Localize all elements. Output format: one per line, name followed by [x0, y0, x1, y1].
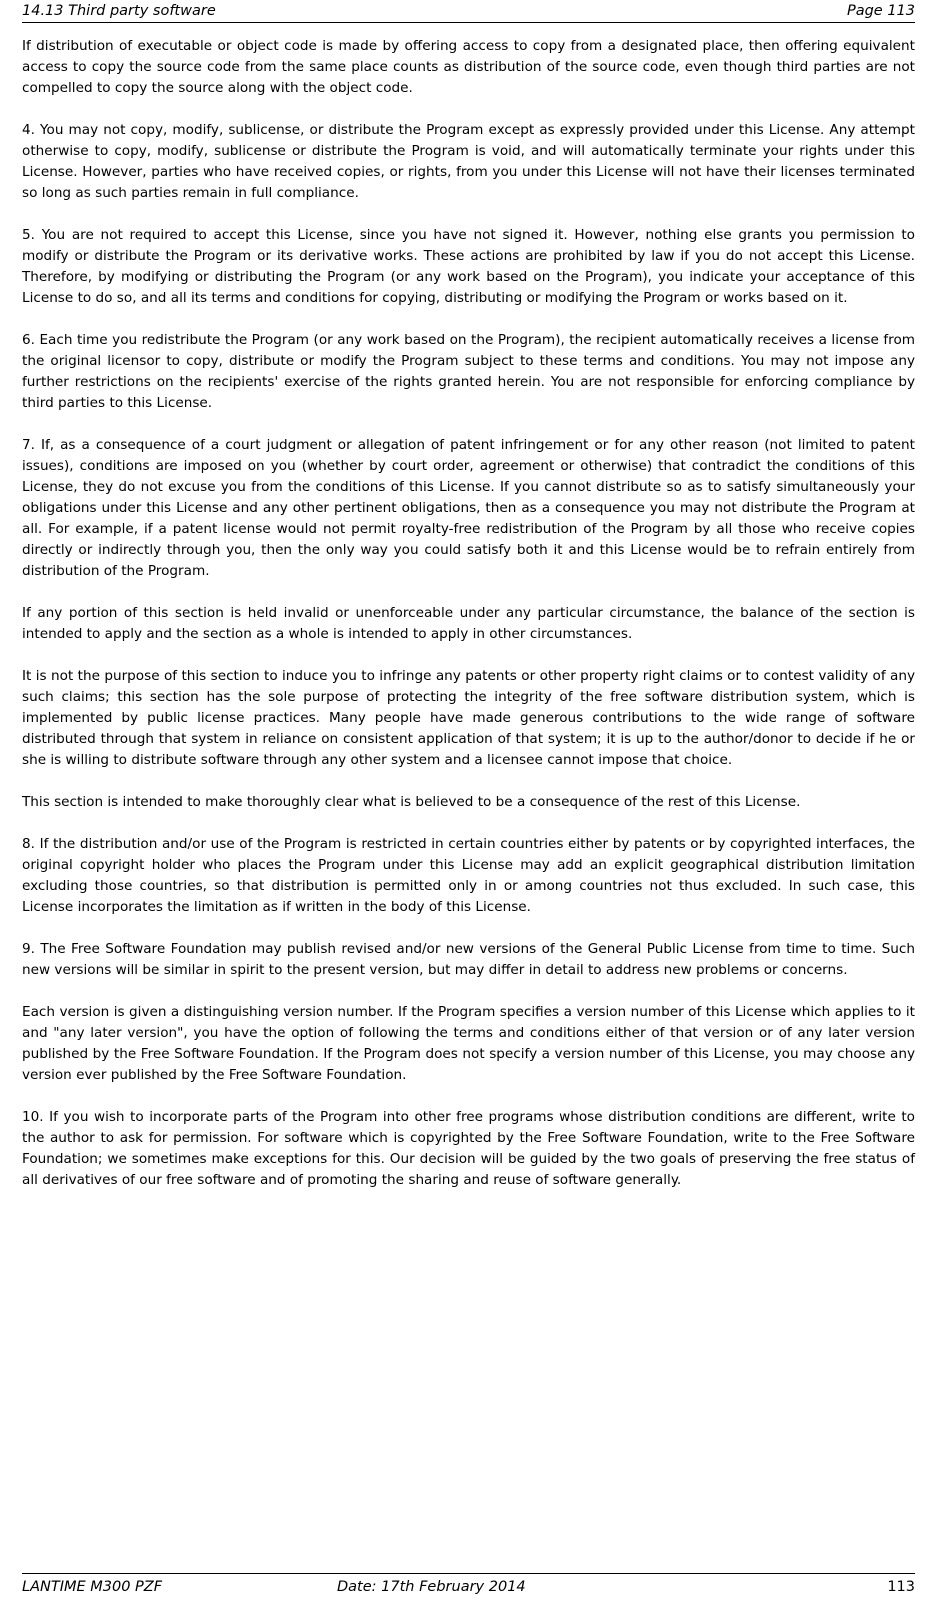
paragraph: 8. If the distribution and/or use of the Program is restricted in certain countries either by patents or by copyrighted interfaces, the original copyright holder who places the Program under this License may add an explicit geographical distribution limitation excluding those countries, so that distribution is permitted only in or among countries not thus excluded. In such case, this License incorporates the limitation as if written in the body of this License.: [22, 836, 915, 915]
paragraph: 4. You may not copy, modify, sublicense, or distribute the Program except as expressly provided under this License. Any attempt otherwise to copy, modify, sublicense or distribute the Program is void, and will automatically terminate your rights under this License. However, parties who have received copies, or rights, from you under this License will not have their licenses terminated so long as such parties remain in full compliance.: [22, 122, 915, 201]
paragraph: If distribution of executable or object code is made by offering access to copy from a designated place, then offering equivalent access to copy the source code from the same place counts as distribution of the source code, even though third parties are not compelled to copy the source along with the object code.: [22, 38, 915, 96]
section-title: 14.13 Third party software: [22, 3, 216, 19]
paragraph: It is not the purpose of this section to induce you to infringe any patents or other property right claims or to contest validity of any such claims; this section has the sole purpose of protecting the integrity of the free software distribution system, which is implemented by public license practices. Many people have made generous contributions to the wide range of software distributed through that system in reliance on consistent application of that system; it is up to the author/donor to decide if he or she is willing to distribute software through any other system and a licensee cannot impose that choice.: [22, 668, 915, 768]
footer-product: LANTIME M300 PZF: [22, 1579, 163, 1595]
footer-date: Date: 17th February 2014: [337, 1579, 526, 1595]
paragraph: Each version is given a distinguishing version number. If the Program specifies a version number of this License which applies to it and "any later version", you have the option of following the terms and conditions either of that version or of any later version published by the Free Software Foundation. If the Program does not specify a version number of this License, you may choose any version ever published by the Free Software Foundation.: [22, 1004, 915, 1083]
page-label: Page 113: [846, 3, 915, 19]
paragraph: 6. Each time you redistribute the Program (or any work based on the Program), the recipient automatically receives a license from the original licensor to copy, distribute or modify the Program subject to these terms and conditions. You may not impose any further restrictions on the recipients' exercise of the rights granted herein. You are not responsible for enforcing compliance by third parties to this License.: [22, 332, 915, 411]
paragraph: 7. If, as a consequence of a court judgment or allegation of patent infringement or for any other reason (not limited to patent issues), conditions are imposed on you (whether by court order, agreement or otherwise) that contradict the conditions of this License, they do not excuse you from the conditions of this License. If you cannot distribute so as to satisfy simultaneously your obligations under this License and any other pertinent obligations, then as a consequence you may not distribute the Program at all. For example, if a patent license would not permit royalty-free redistribution of the Program by all those who receive copies directly or indirectly through you, then the only way you could satisfy both it and this License would be to refrain entirely from distribution of the Program.: [22, 437, 915, 579]
footer-page-number: 113: [887, 1579, 915, 1595]
paragraph: This section is intended to make thoroughly clear what is believed to be a consequence of the rest of this License.: [22, 794, 801, 810]
paragraph: 10. If you wish to incorporate parts of the Program into other free programs whose distribution conditions are different, write to the author to ask for permission. For software which is copyrighted by the Free Software Foundation, write to the Free Software Foundation; we sometimes make exceptions for this. Our decision will be guided by the two goals of preserving the free status of all derivatives of our free software and of promoting the sharing and reuse of software generally.: [22, 1109, 915, 1188]
paragraph: 5. You are not required to accept this License, since you have not signed it. However, nothing else grants you permission to modify or distribute the Program or its derivative works. These actions are prohibited by law if you do not accept this License. Therefore, by modifying or distributing the Program (or any work based on the Program), you indicate your acceptance of this License to do so, and all its terms and conditions for copying, distributing or modifying the Program or works based on it.: [22, 227, 915, 306]
paragraph: 9. The Free Software Foundation may publish revised and/or new versions of the General Public License from time to time. Such new versions will be similar in spirit to the present version, but may differ in detail to address new problems or concerns.: [22, 941, 915, 978]
document-body: [22, 36, 915, 1212]
paragraph: If any portion of this section is held invalid or unenforceable under any particular circumstance, the balance of the section is intended to apply and the section as a whole is intended to apply in other circumstances.: [22, 605, 915, 642]
page-header: [22, 0, 915, 23]
page-footer: [22, 1573, 915, 1595]
